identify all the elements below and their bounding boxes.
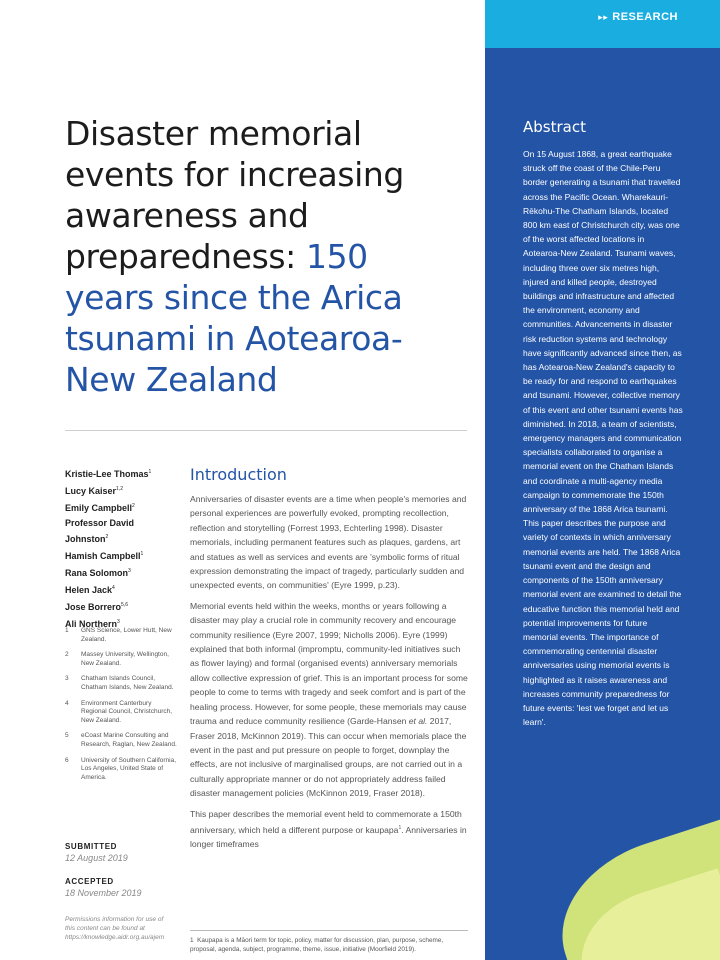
affiliation: 5 eCoast Marine Consulting and Research, Raglan, New Zealand.	[65, 732, 177, 748]
author: Emily Campbell$^2$	[65, 503, 135, 513]
abstract-heading: Abstract	[523, 118, 586, 136]
research-section-tab[interactable]	[485, 0, 720, 48]
accepted-date: 18 November 2019	[65, 888, 142, 898]
article-title	[65, 113, 465, 400]
paragraph: This paper describes the memorial event held to commemorate a 150th anniversary, which held a different purpose or kaupapa$^1$. Anniversaries in longer timeframes	[190, 808, 467, 850]
author: Helen Jack$^4$	[65, 585, 115, 595]
affiliation: 3 Chatham Islands Council, Chatham Islands, New Zealand.	[65, 675, 174, 691]
affiliation: 4 Environment Canterbury Regional Council, Christchurch, New Zealand.	[65, 699, 173, 724]
footnote-text: Kaupapa is a Māori term for topic, policy, matter for discussion, plan, purpose, scheme, proposal, agenda, subject, programme, theme, issue, initiative (Moorfield 2019).	[190, 937, 444, 953]
paragraph: Anniversaries of disaster events are a time when people's memories and personal experiences are powerfully evoked, prompting recollection, reflection and storytelling (Forrest 1993, Echterling 1998). Disaster memorials, including permanent features such as plaques, gardens, art and statues as well as services and events are 'symbolic forms of ritual expression demonstrating the impact of tragedy, particularly sudden and unexpected events, on communities' (Eyre 1999, p.23).	[190, 494, 467, 591]
title-part-2: 150 years since the Arica tsunami in Aotearoa-New Zealand	[65, 237, 403, 399]
accepted-label: ACCEPTED	[65, 877, 114, 886]
submitted-info	[65, 842, 175, 863]
author: Ali Northern$^3$	[65, 619, 120, 629]
footnote-number: 1	[190, 937, 194, 944]
footnote	[190, 930, 468, 954]
paragraph: Memorial events held within the weeks, months or years following a disaster may play a crucial role in community recovery and encourage community resilience (Eyre 2007, 1999; Nicholls 2006). Eyre (1999) explained that both informal (impromptu, community-led initiatives such as flower laying) and formal (organised events) anniversary memorials allow collective expression of grief. This is an important process for some people to come to terms with tragedy and seek comfort and is part of the healing process. However, for some people, these memorials may cause trauma and reduce community resilience (Garde-Hansen et al. 2017, Fraser 2018, McKinnon 2019). This can occur when memorials place the event in the past and put pressure on people to forget, downplay the effects, are not inclusive of marginalised groups, are not carried out in a culturally appropriate manner or do not appropriately address failed disaster management policies (McKinnon 2019, Fraser 2018).	[190, 600, 468, 799]
title-divider	[65, 430, 467, 431]
author: Kristie-Lee Thomas$^1$	[65, 469, 152, 479]
research-text: RESEARCH	[612, 11, 678, 23]
introduction-heading: Introduction	[190, 465, 287, 484]
affiliation: 6 University of Southern California, Los Angeles, United State of America.	[65, 756, 177, 781]
introduction-body	[190, 492, 468, 858]
author: Jose Borrero$^{5,6}$	[65, 602, 128, 612]
abstract-text: On 15 August 1868, a great earthquake struck off the coast of the Chile-Peru border generating a tsunami that travelled across the Pacific Ocean. Wharekauri-Rēkohu-The Chatham Islands, located 800 km east of Christchurch city, was one of the worst affected locations in Aotearoa-New Zealand. Tsunami waves, including three over six metres high, injured and killed people, destroyed buildings and infrastructure and affected the environment, economy and communities. Advancements in disaster risk reduction systems and technology have significantly advanced since then, as has Aotearoa-New Zealand's capacity to be ready for and respond to earthquakes and tsunami. However, collective memory of this event and other tsunami events has diminished. In 2018, a team of scientists, emergency managers and communication specialists collaborated to organise a memorial event on the Chatham Islands and coordinate a multi-agency media campaign to commemorate the 150th anniversary of the 1868 Arica tsunami. This paper describes the purpose and variety of contexts in which anniversary memorial events are held. The 1868 Arica tsunami event and the design and components of the 150th anniversary memorial event are examined to detail the educative function this memorial held and potential improvements for future memorial events. The importance of commemorating centennial disaster anniversaries using memorial events is highlighted as it raises awareness and increases community preparedness for future events: 'lest we forget and let us learn'.	[523, 149, 683, 728]
double-arrow-icon: ▸▸	[598, 12, 609, 22]
author: Hamish Campbell$^1$	[65, 551, 144, 561]
affiliation: 2 Massey University, Wellington, New Zealand.	[65, 651, 169, 667]
title-part-1: Disaster memorial events for increasing awareness and preparedness:	[65, 114, 404, 276]
affiliation-list	[65, 627, 177, 789]
permissions-note: Permissions information for use of this content can be found at https://knowledge.aidr.org.au/ajem	[65, 916, 165, 941]
author: Professor David Johnston$^2$	[65, 518, 135, 544]
research-label	[598, 11, 678, 23]
submitted-label: SUBMITTED	[65, 842, 118, 851]
submitted-date: 12 August 2019	[65, 853, 128, 863]
author-list	[65, 465, 175, 632]
author: Lucy Kaiser$^{1,2}$	[65, 486, 123, 496]
affiliation: 1 GNS Science, Lower Hutt, New Zealand.	[65, 627, 172, 643]
accepted-info	[65, 877, 175, 898]
author: Rana Solomon$^3$	[65, 568, 131, 578]
